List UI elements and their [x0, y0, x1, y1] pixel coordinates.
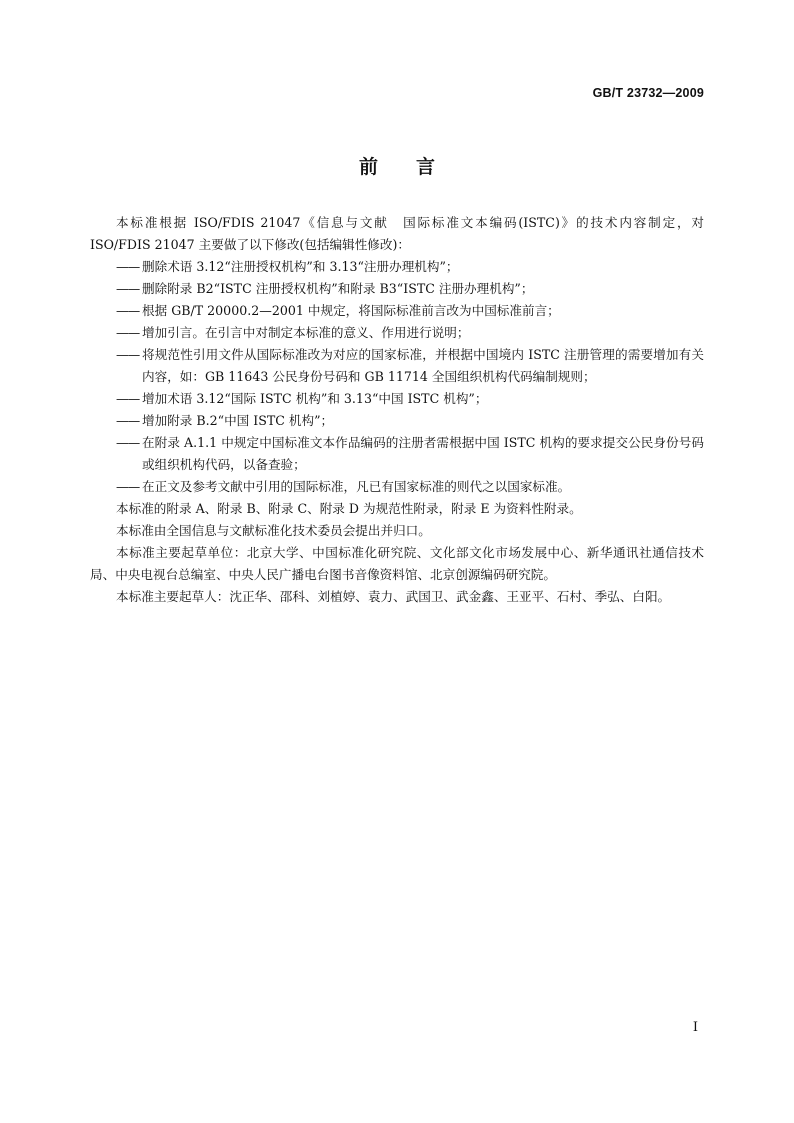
dash-marker: —— — [116, 435, 140, 450]
dash-marker: —— — [116, 259, 140, 274]
list-item-text: 增加附录 B.2“中国 ISTC 机构”； — [142, 413, 334, 428]
list-item — [90, 300, 704, 322]
dash-marker: —— — [116, 347, 140, 362]
foreword-body — [90, 212, 704, 608]
dash-marker: —— — [116, 391, 140, 406]
committee-paragraph: 本标准由全国信息与文献标准化技术委员会提出并归口。 — [116, 523, 431, 538]
page-title: 前言 — [358, 156, 473, 178]
dash-marker: —— — [116, 303, 140, 318]
standard-code: GB/T 23732—2009 — [592, 86, 704, 100]
page-number: I — [692, 1020, 698, 1035]
list-item — [90, 322, 704, 344]
change-list — [90, 256, 704, 498]
list-item — [90, 256, 704, 278]
list-item-text: 在正文及参考文献中引用的国际标准，凡已有国家标准的则代之以国家标准。 — [142, 479, 571, 494]
list-item-text: 删除术语 3.12“注册授权机构”和 3.13“注册办理机构”； — [142, 259, 459, 274]
list-item-text: 增加术语 3.12“国际 ISTC 机构”和 3.13“中国 ISTC 机构”； — [142, 391, 488, 406]
list-item-text: 在附录 A.1.1 中规定中国标准文本作品编码的注册者需根据中国 ISTC 机构的要求提交公民身份号码或组织机构代码，以备查验； — [142, 435, 704, 472]
list-item — [90, 410, 704, 432]
drafting-units-paragraph: 本标准主要起草单位：北京大学、中国标准化研究院、文化部文化市场发展中心、新华通讯社通信技术局、中央电视台总编室、中央人民广播电台图书音像资料馆、北京创源编码研究院。 — [90, 545, 704, 582]
list-item-text: 根据 GB/T 20000.2—2001 中规定，将国际标准前言改为中国标准前言； — [142, 303, 560, 318]
list-item — [90, 344, 704, 388]
list-item — [90, 388, 704, 410]
dash-marker: —— — [116, 413, 140, 428]
appendix-paragraph: 本标准的附录 A、附录 B、附录 C、附录 D 为规范性附录，附录 E 为资料性附录。 — [116, 501, 582, 516]
list-item — [90, 278, 704, 300]
dash-marker: —— — [116, 281, 140, 296]
list-item-text: 删除附录 B2“ISTC 注册授权机构”和附录 B3“ISTC 注册办理机构”； — [142, 281, 534, 296]
list-item — [90, 476, 704, 498]
intro-paragraph: 本标准根据 ISO/FDIS 21047《信息与文献 国际标准文本编码(ISTC)》的技术内容制定，对 ISO/FDIS 21047 主要做了以下修改(包括编辑性修改)： — [90, 215, 704, 252]
list-item — [90, 432, 704, 476]
dash-marker: —— — [116, 479, 140, 494]
list-item-text: 将规范性引用文件从国际标准改为对应的国家标准，并根据中国境内 ISTC 注册管理的需要增加有关内容，如：GB 11643 公民身份号码和 GB 11714 全国组织机构代码编制规则； — [142, 347, 704, 384]
dash-marker: —— — [116, 325, 140, 340]
drafters-paragraph: 本标准主要起草人：沈正华、邵科、刘植婷、袁力、武国卫、武金鑫、王亚平、石村、季弘、白阳。 — [116, 589, 671, 604]
list-item-text: 增加引言。在引言中对制定本标准的意义、作用进行说明； — [142, 325, 470, 340]
